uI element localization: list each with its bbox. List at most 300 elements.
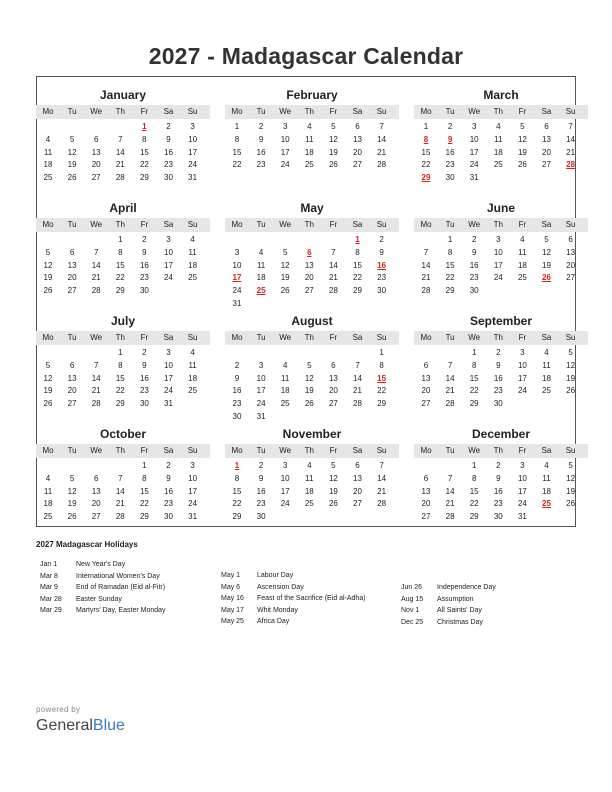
day-cell: 9 — [379, 247, 384, 257]
day-cell: 21 — [91, 273, 101, 283]
day-cell: 9 — [142, 360, 147, 370]
holidays-heading: 2027 Madagascar Holidays — [36, 540, 138, 549]
holiday-date: May 16 — [221, 595, 244, 603]
weekday-label: Sa — [352, 333, 363, 342]
month-march — [414, 82, 588, 195]
month-name: April — [109, 201, 137, 215]
day-cell: 27 — [328, 399, 338, 409]
weekday-label: Sa — [163, 333, 174, 342]
day-cell: 22 — [232, 499, 242, 509]
holiday-name: Whit Monday — [257, 606, 298, 614]
day-cell: 2 — [142, 235, 147, 244]
day-cell: 20 — [353, 486, 362, 496]
day-cell: 22 — [139, 499, 149, 509]
day-cell: 23 — [256, 160, 266, 170]
weekday-label: We — [279, 446, 292, 455]
day-cell: 14 — [91, 373, 101, 383]
day-cell: 12 — [43, 260, 53, 270]
day-cell: 22 — [469, 386, 479, 396]
holiday-date: Mar 8 — [40, 572, 58, 580]
day-cell: 8 — [471, 360, 477, 370]
weekday-label: We — [468, 446, 481, 455]
day-cell: 23 — [256, 499, 266, 509]
day-cell: 30 — [164, 173, 173, 183]
holiday-name: Easter Sunday — [76, 595, 122, 603]
day-cell: 29 — [232, 512, 242, 522]
day-cell: 30 — [232, 412, 242, 421]
day-cell: 18 — [43, 160, 53, 170]
weekday-label: Mo — [420, 446, 432, 455]
holiday-entry — [221, 595, 366, 602]
day-cell: 30 — [377, 286, 387, 296]
day-cell: 8 — [355, 247, 360, 257]
holiday-day-cell: 25 — [542, 499, 551, 509]
weekday-label: Tu — [445, 107, 455, 116]
day-cell: 11 — [256, 260, 266, 270]
day-cell: 28 — [445, 399, 455, 409]
day-cell: 6 — [423, 473, 429, 483]
day-cell: 20 — [67, 273, 77, 283]
weekday-label: Th — [304, 446, 314, 455]
day-cell: 23 — [469, 273, 479, 283]
month-february — [225, 82, 399, 195]
day-cell: 7 — [379, 122, 384, 131]
day-cell: 27 — [67, 399, 77, 409]
weekday-label: We — [468, 220, 481, 229]
weekday-label: We — [279, 220, 292, 229]
day-cell: 22 — [353, 273, 362, 283]
month-january — [36, 82, 210, 195]
weekday-header — [414, 218, 588, 232]
day-cell: 27 — [421, 399, 431, 409]
day-cell: 15 — [445, 260, 455, 270]
weekday-label: Tu — [445, 446, 455, 455]
day-cell: 19 — [304, 386, 314, 396]
day-cell: 25 — [493, 160, 503, 170]
month-name: March — [483, 88, 519, 102]
weekday-label: Fr — [329, 107, 338, 116]
weekday-header — [225, 331, 399, 345]
day-cell: 14 — [328, 260, 338, 270]
day-cell: 14 — [421, 260, 431, 270]
holiday-date: Mar 29 — [40, 607, 62, 615]
holiday-entry — [401, 584, 496, 591]
day-cell: 25 — [43, 173, 53, 183]
day-cell: 7 — [331, 247, 336, 257]
day-cell: 10 — [280, 134, 290, 144]
weekday-header — [414, 331, 588, 345]
holiday-name: Independence Day — [437, 584, 496, 591]
day-cell: 31 — [188, 512, 198, 522]
day-cell: 23 — [164, 160, 173, 170]
day-cell: 20 — [91, 160, 101, 170]
day-cell: 16 — [139, 373, 149, 383]
day-cell: 4 — [258, 247, 264, 257]
holiday-day-cell: 15 — [377, 373, 387, 383]
day-cell: 4 — [496, 122, 501, 131]
day-cell: 6 — [93, 473, 99, 483]
day-cell: 18 — [517, 260, 527, 270]
holiday-name: End of Ramadan (Eid al-Fitr) — [76, 584, 166, 592]
day-cell: 6 — [423, 360, 429, 370]
day-cell: 17 — [188, 486, 198, 496]
day-cell: 5 — [282, 247, 288, 257]
day-cell: 22 — [115, 273, 125, 283]
day-cell: 18 — [256, 273, 266, 283]
day-cell: 27 — [67, 286, 77, 296]
holiday-date: Dec 25 — [401, 618, 424, 626]
holiday-name: Christmas Day — [437, 618, 483, 626]
holiday-day-cell: 9 — [447, 134, 453, 144]
day-cell: 17 — [256, 386, 266, 396]
day-cell: 8 — [379, 360, 384, 370]
day-cell: 15 — [353, 260, 362, 270]
weekday-label: Mo — [42, 107, 54, 116]
day-cell: 9 — [166, 473, 171, 483]
day-cell: 12 — [67, 147, 77, 157]
day-cell: 26 — [517, 160, 527, 170]
holiday-entry — [401, 619, 483, 626]
day-cell: 13 — [353, 473, 362, 483]
day-cell: 15 — [232, 486, 242, 496]
weekday-label: Sa — [541, 107, 552, 116]
day-cell: 27 — [353, 499, 362, 509]
day-cell: 24 — [256, 399, 266, 409]
day-cell: 2 — [258, 122, 264, 131]
brand-blue: Blue — [92, 717, 125, 734]
day-cell: 16 — [139, 260, 149, 270]
day-cell: 13 — [353, 134, 362, 144]
weekday-label: Fr — [329, 446, 338, 455]
day-cell: 12 — [566, 360, 576, 370]
day-cell: 4 — [307, 461, 312, 470]
day-cell: 1 — [142, 461, 147, 470]
day-cell: 27 — [566, 273, 576, 283]
day-cell: 17 — [517, 373, 527, 383]
day-cell: 29 — [139, 512, 149, 522]
day-cell: 20 — [421, 499, 431, 509]
day-cell: 3 — [520, 461, 525, 470]
holiday-day-cell: 6 — [307, 247, 312, 257]
day-cell: 17 — [517, 486, 527, 496]
day-cell: 12 — [43, 373, 53, 383]
day-cell: 16 — [493, 486, 503, 496]
day-cell: 9 — [496, 473, 501, 483]
weekday-label: We — [90, 333, 103, 342]
holiday-date: Mar 28 — [40, 595, 62, 603]
day-cell: 27 — [421, 512, 431, 522]
weekday-label: Mo — [231, 107, 243, 116]
weekday-label: Mo — [420, 220, 432, 229]
day-cell: 24 — [188, 499, 198, 509]
day-cell: 7 — [568, 122, 573, 131]
day-cell: 13 — [304, 260, 314, 270]
day-cell: 26 — [566, 499, 576, 509]
month-may — [225, 195, 399, 308]
month-september — [414, 308, 588, 421]
weekday-label: Mo — [420, 333, 432, 342]
day-cell: 31 — [256, 412, 266, 421]
day-cell: 2 — [234, 360, 240, 370]
day-cell: 16 — [256, 486, 266, 496]
day-cell: 4 — [544, 348, 549, 357]
day-cell: 13 — [421, 486, 431, 496]
day-cell: 22 — [421, 160, 431, 170]
day-cell: 29 — [469, 399, 479, 409]
day-cell: 8 — [234, 134, 240, 144]
day-cell: 7 — [423, 247, 429, 257]
day-cell: 25 — [542, 386, 551, 396]
holiday-entry — [221, 618, 289, 625]
day-cell: 1 — [471, 461, 477, 470]
weekday-header — [36, 444, 210, 458]
holiday-day-cell: 25 — [256, 286, 266, 296]
day-cell: 3 — [234, 247, 240, 257]
holiday-name: Assumption — [437, 595, 474, 603]
day-cell: 4 — [544, 461, 549, 470]
day-cell: 3 — [471, 122, 477, 131]
weekday-header — [36, 218, 210, 232]
weekday-label: We — [90, 446, 103, 455]
weekday-header — [225, 444, 399, 458]
day-cell: 26 — [43, 286, 53, 296]
day-cell: 12 — [280, 260, 290, 270]
day-cell: 24 — [164, 386, 173, 396]
day-cell: 19 — [542, 260, 551, 270]
month-november — [225, 421, 399, 534]
day-cell: 28 — [445, 512, 455, 522]
day-cell: 28 — [377, 160, 387, 170]
month-name: December — [471, 427, 531, 441]
day-cell: 13 — [542, 134, 551, 144]
weekday-label: We — [279, 333, 292, 342]
day-cell: 6 — [355, 122, 360, 131]
day-cell: 20 — [304, 273, 314, 283]
day-cell: 29 — [115, 286, 125, 296]
day-cell: 6 — [355, 461, 360, 470]
holiday-name: Feast of the Sacrifice (Eid al-Adha) — [257, 595, 366, 603]
day-cell: 30 — [139, 399, 149, 409]
weekday-label: Fr — [329, 220, 338, 229]
weekday-label: We — [279, 107, 292, 116]
day-cell: 10 — [517, 473, 527, 483]
day-cell: 29 — [139, 173, 149, 183]
weekday-label: Th — [115, 220, 125, 229]
day-cell: 5 — [69, 134, 75, 144]
day-cell: 8 — [447, 247, 453, 257]
day-cell: 23 — [493, 386, 503, 396]
day-cell: 2 — [447, 122, 453, 131]
day-cell: 17 — [493, 260, 503, 270]
holiday-entry — [40, 596, 122, 603]
day-cell: 27 — [91, 173, 101, 183]
day-cell: 24 — [280, 160, 290, 170]
holiday-date: May 1 — [221, 572, 241, 579]
day-cell: 23 — [232, 399, 242, 409]
day-cell: 5 — [69, 473, 75, 483]
day-cell: 6 — [544, 122, 549, 131]
holiday-name: New Year's Day — [76, 561, 126, 568]
day-cell: 28 — [115, 173, 125, 183]
day-cell: 6 — [568, 235, 573, 244]
weekday-label: Th — [304, 107, 314, 116]
day-cell: 20 — [566, 260, 576, 270]
day-cell: 17 — [280, 147, 290, 157]
month-name: July — [110, 314, 135, 328]
weekday-label: Su — [376, 220, 387, 229]
holiday-name: Martyrs' Day, Easter Monday — [76, 607, 166, 615]
day-cell: 15 — [115, 373, 125, 383]
month-name: January — [99, 88, 147, 102]
day-cell: 17 — [164, 373, 173, 383]
day-cell: 26 — [280, 286, 290, 296]
weekday-label: Sa — [541, 333, 552, 342]
day-cell: 10 — [469, 134, 479, 144]
day-cell: 7 — [118, 134, 123, 144]
day-cell: 6 — [331, 360, 336, 370]
day-cell: 2 — [379, 235, 384, 244]
day-cell: 16 — [469, 260, 479, 270]
day-cell: 22 — [232, 160, 242, 170]
month-name: February — [286, 88, 338, 102]
weekday-label: Fr — [329, 333, 338, 342]
holiday-day-cell: 1 — [142, 122, 147, 131]
day-cell: 6 — [69, 360, 75, 370]
day-cell: 20 — [328, 386, 338, 396]
day-cell: 18 — [304, 147, 314, 157]
day-cell: 24 — [493, 273, 503, 283]
day-cell: 23 — [164, 499, 173, 509]
day-cell: 22 — [139, 160, 149, 170]
day-cell: 29 — [115, 399, 125, 409]
day-cell: 3 — [520, 348, 525, 357]
day-cell: 17 — [164, 260, 173, 270]
day-cell: 26 — [328, 499, 338, 509]
day-cell: 7 — [93, 247, 99, 257]
day-cell: 3 — [190, 461, 195, 470]
weekday-label: Th — [304, 220, 314, 229]
day-cell: 5 — [568, 348, 573, 357]
weekday-header — [225, 105, 399, 119]
day-cell: 17 — [469, 147, 479, 157]
weekday-label: Tu — [445, 333, 455, 342]
holiday-date: Nov 1 — [401, 607, 420, 615]
day-cell: 4 — [307, 122, 312, 131]
day-cell: 18 — [188, 260, 198, 270]
day-cell: 15 — [139, 486, 149, 496]
day-cell: 21 — [377, 486, 387, 496]
day-cell: 23 — [139, 273, 149, 283]
day-cell: 8 — [118, 360, 123, 370]
day-cell: 19 — [328, 147, 338, 157]
month-july — [36, 308, 210, 421]
day-cell: 8 — [118, 247, 123, 257]
holiday-entry — [40, 584, 165, 591]
holiday-day-cell: 29 — [421, 173, 431, 183]
day-cell: 15 — [469, 486, 479, 496]
holiday-date: Jan 1 — [40, 561, 58, 568]
month-october — [36, 421, 210, 534]
day-cell: 13 — [421, 373, 431, 383]
day-cell: 19 — [43, 273, 53, 283]
day-cell: 13 — [328, 373, 338, 383]
holiday-entry — [40, 607, 166, 614]
day-cell: 11 — [494, 134, 503, 144]
day-cell: 16 — [493, 373, 503, 383]
weekday-label: Th — [493, 446, 503, 455]
day-cell: 27 — [353, 160, 362, 170]
weekday-label: Su — [187, 107, 198, 116]
day-cell: 2 — [258, 461, 264, 470]
holiday-entry — [221, 584, 304, 591]
day-cell: 2 — [471, 235, 477, 244]
day-cell: 31 — [517, 512, 527, 522]
day-cell: 26 — [566, 386, 576, 396]
day-cell: 12 — [517, 134, 527, 144]
day-cell: 24 — [280, 499, 290, 509]
weekday-label: Tu — [67, 333, 77, 342]
day-cell: 13 — [91, 147, 101, 157]
weekday-label: Th — [115, 333, 125, 342]
day-cell: 20 — [542, 147, 551, 157]
page-title: 2027 - Madagascar Calendar — [148, 43, 464, 69]
day-cell: 11 — [188, 247, 197, 257]
holiday-name: Africa Day — [257, 618, 290, 626]
day-cell: 24 — [164, 273, 173, 283]
day-cell: 4 — [520, 235, 525, 244]
weekday-label: Sa — [541, 446, 552, 455]
weekday-label: Su — [565, 333, 576, 342]
day-cell: 10 — [188, 473, 198, 483]
holiday-name: All Saints' Day — [437, 607, 482, 615]
day-cell: 30 — [256, 512, 266, 522]
day-cell: 3 — [258, 360, 264, 370]
day-cell: 29 — [353, 286, 362, 296]
day-cell: 24 — [188, 160, 198, 170]
weekday-label: Sa — [352, 220, 363, 229]
weekday-label: Tu — [67, 220, 77, 229]
day-cell: 3 — [496, 235, 501, 244]
weekday-label: Tu — [256, 333, 266, 342]
day-cell: 7 — [118, 473, 123, 483]
day-cell: 15 — [421, 147, 431, 157]
day-cell: 12 — [304, 373, 314, 383]
day-cell: 16 — [164, 147, 173, 157]
day-cell: 5 — [307, 360, 312, 370]
day-cell: 21 — [91, 386, 101, 396]
weekday-header — [414, 444, 588, 458]
day-cell: 19 — [566, 486, 576, 496]
weekday-label: Fr — [140, 333, 149, 342]
day-cell: 21 — [377, 147, 387, 157]
month-name: August — [291, 314, 333, 328]
holiday-entry — [221, 607, 298, 614]
day-cell: 21 — [445, 499, 455, 509]
day-cell: 18 — [43, 499, 53, 509]
holiday-entry — [401, 607, 482, 614]
day-cell: 25 — [304, 499, 314, 509]
day-cell: 26 — [67, 512, 77, 522]
day-cell: 22 — [115, 386, 125, 396]
holiday-name: Labour Day — [257, 572, 294, 579]
day-cell: 16 — [256, 147, 266, 157]
day-cell: 24 — [517, 499, 527, 509]
day-cell: 3 — [282, 122, 288, 131]
generalblue-logo — [36, 717, 125, 735]
holiday-entry — [40, 561, 125, 568]
holiday-date: Aug 15 — [401, 595, 424, 603]
day-cell: 5 — [45, 247, 51, 257]
